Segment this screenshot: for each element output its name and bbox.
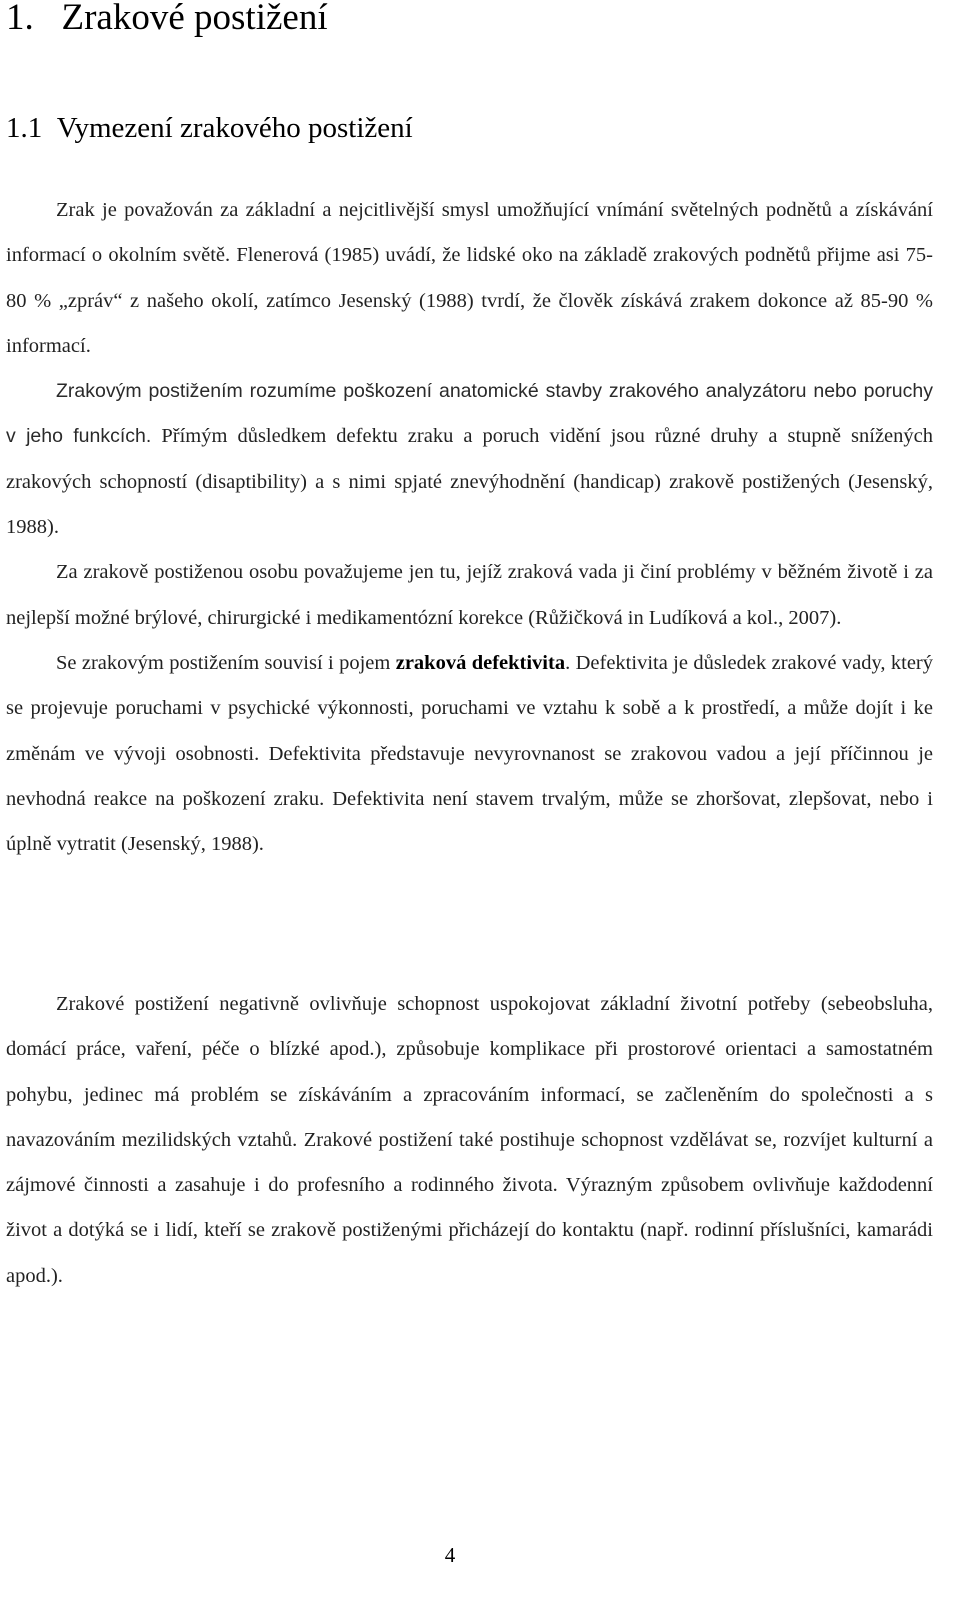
paragraph-2-serif-text: Přímým důsledkem defektu zraku a poruch vidění jsou různé druhy a stupně snížených zrakových schopností (disaptibility) a s nimi spjaté znevýhodnění (handicap) zrakově postižených (Jesenský, 1988). [6, 425, 933, 539]
page-number: 4 [444, 1543, 456, 1567]
paragraph-3-text: Za zrakově postiženou osobu považujeme jen tu, jejíž zraková vada ji činí problémy v běžném životě i za nejlepší možné brýlové, chirurgické i medikamentózní korekce (Růžičková in Ludíková a kol., 2007). [6, 561, 933, 629]
chapter-heading [6, 0, 328, 42]
term-zrakova-defektivita: zraková defektivita [395, 651, 566, 674]
paragraph-1-text: Zrak je považován za základní a nejcitlivější smysl umožňující vnímání světelných podnětů a získávání informací o okolním světě. Flenerová (1985) uvádí, že lidské oko na základě zrakových podnětů přijme asi 75-80 % „zpráv“ z našeho okolí, zatímco Jesenský (1988) tvrdí, že člověk získává zrakem dokonce až 85-90 % informací. [6, 199, 933, 357]
section-heading [6, 108, 413, 148]
paragraph-3 [6, 550, 933, 641]
paragraph-4-text-after: . Defektivita je důsledek zrakové vady, který se projevuje poruchami v psychické výkonnosti, poruchami ve vztahu k sobě a k prostředí, a může dojít i ke změnám ve vývoji osobnosti. Defektivita představuje nevyrovnanost se zrakovou vadou a její příčinnou je nevhodná reakce na poškození zraku. Defektivita není stavem trvalým, může se zhoršovat, zlepšovat, nebo i úplně vytratit (Jesenský, 1988). [6, 651, 933, 856]
paragraph-5 [6, 982, 933, 1299]
paragraph-1 [6, 188, 933, 369]
paragraph-4 [6, 641, 933, 867]
paragraph-2 [6, 369, 933, 550]
body-text-block-1 [6, 188, 933, 867]
chapter-title: Zrakové postižení [61, 0, 328, 38]
paragraph-4-text-before: Se zrakovým postižením souvisí i pojem [56, 651, 396, 674]
section-number: 1.1 [6, 112, 43, 144]
body-text-block-2 [6, 982, 933, 1299]
paragraph-5-text: Zrakové postižení negativně ovlivňuje schopnost uspokojovat základní životní potřeby (sebeobsluha, domácí práce, vaření, péče o blízké apod.), způsobuje komplikace při prostorové orientaci a samostatném pohybu, jedinec má problém se získáváním a zpracováním informací, se začleněním do společnosti a s navazováním mezilidských vztahů. Zrakové postižení také postihuje schopnost vzdělávat se, rozvíjet kulturní a zájmové činnosti a zasahuje i do profesního a rodinného života. Výrazným způsobem ovlivňuje každodenní život a dotýká se i lidí, kteří se zrakově postiženými přicházejí do kontaktu (např. rodinní příslušníci, kamarádi apod.). [6, 993, 933, 1287]
chapter-number: 1. [6, 0, 34, 38]
section-title: Vymezení zrakového postižení [56, 112, 413, 144]
paragraph-2-sans-text: Zrakovým postižením rozumíme poškození anatomické stavby zrakového analyzátoru nebo poruchy v jeho funkcích. [6, 380, 933, 448]
